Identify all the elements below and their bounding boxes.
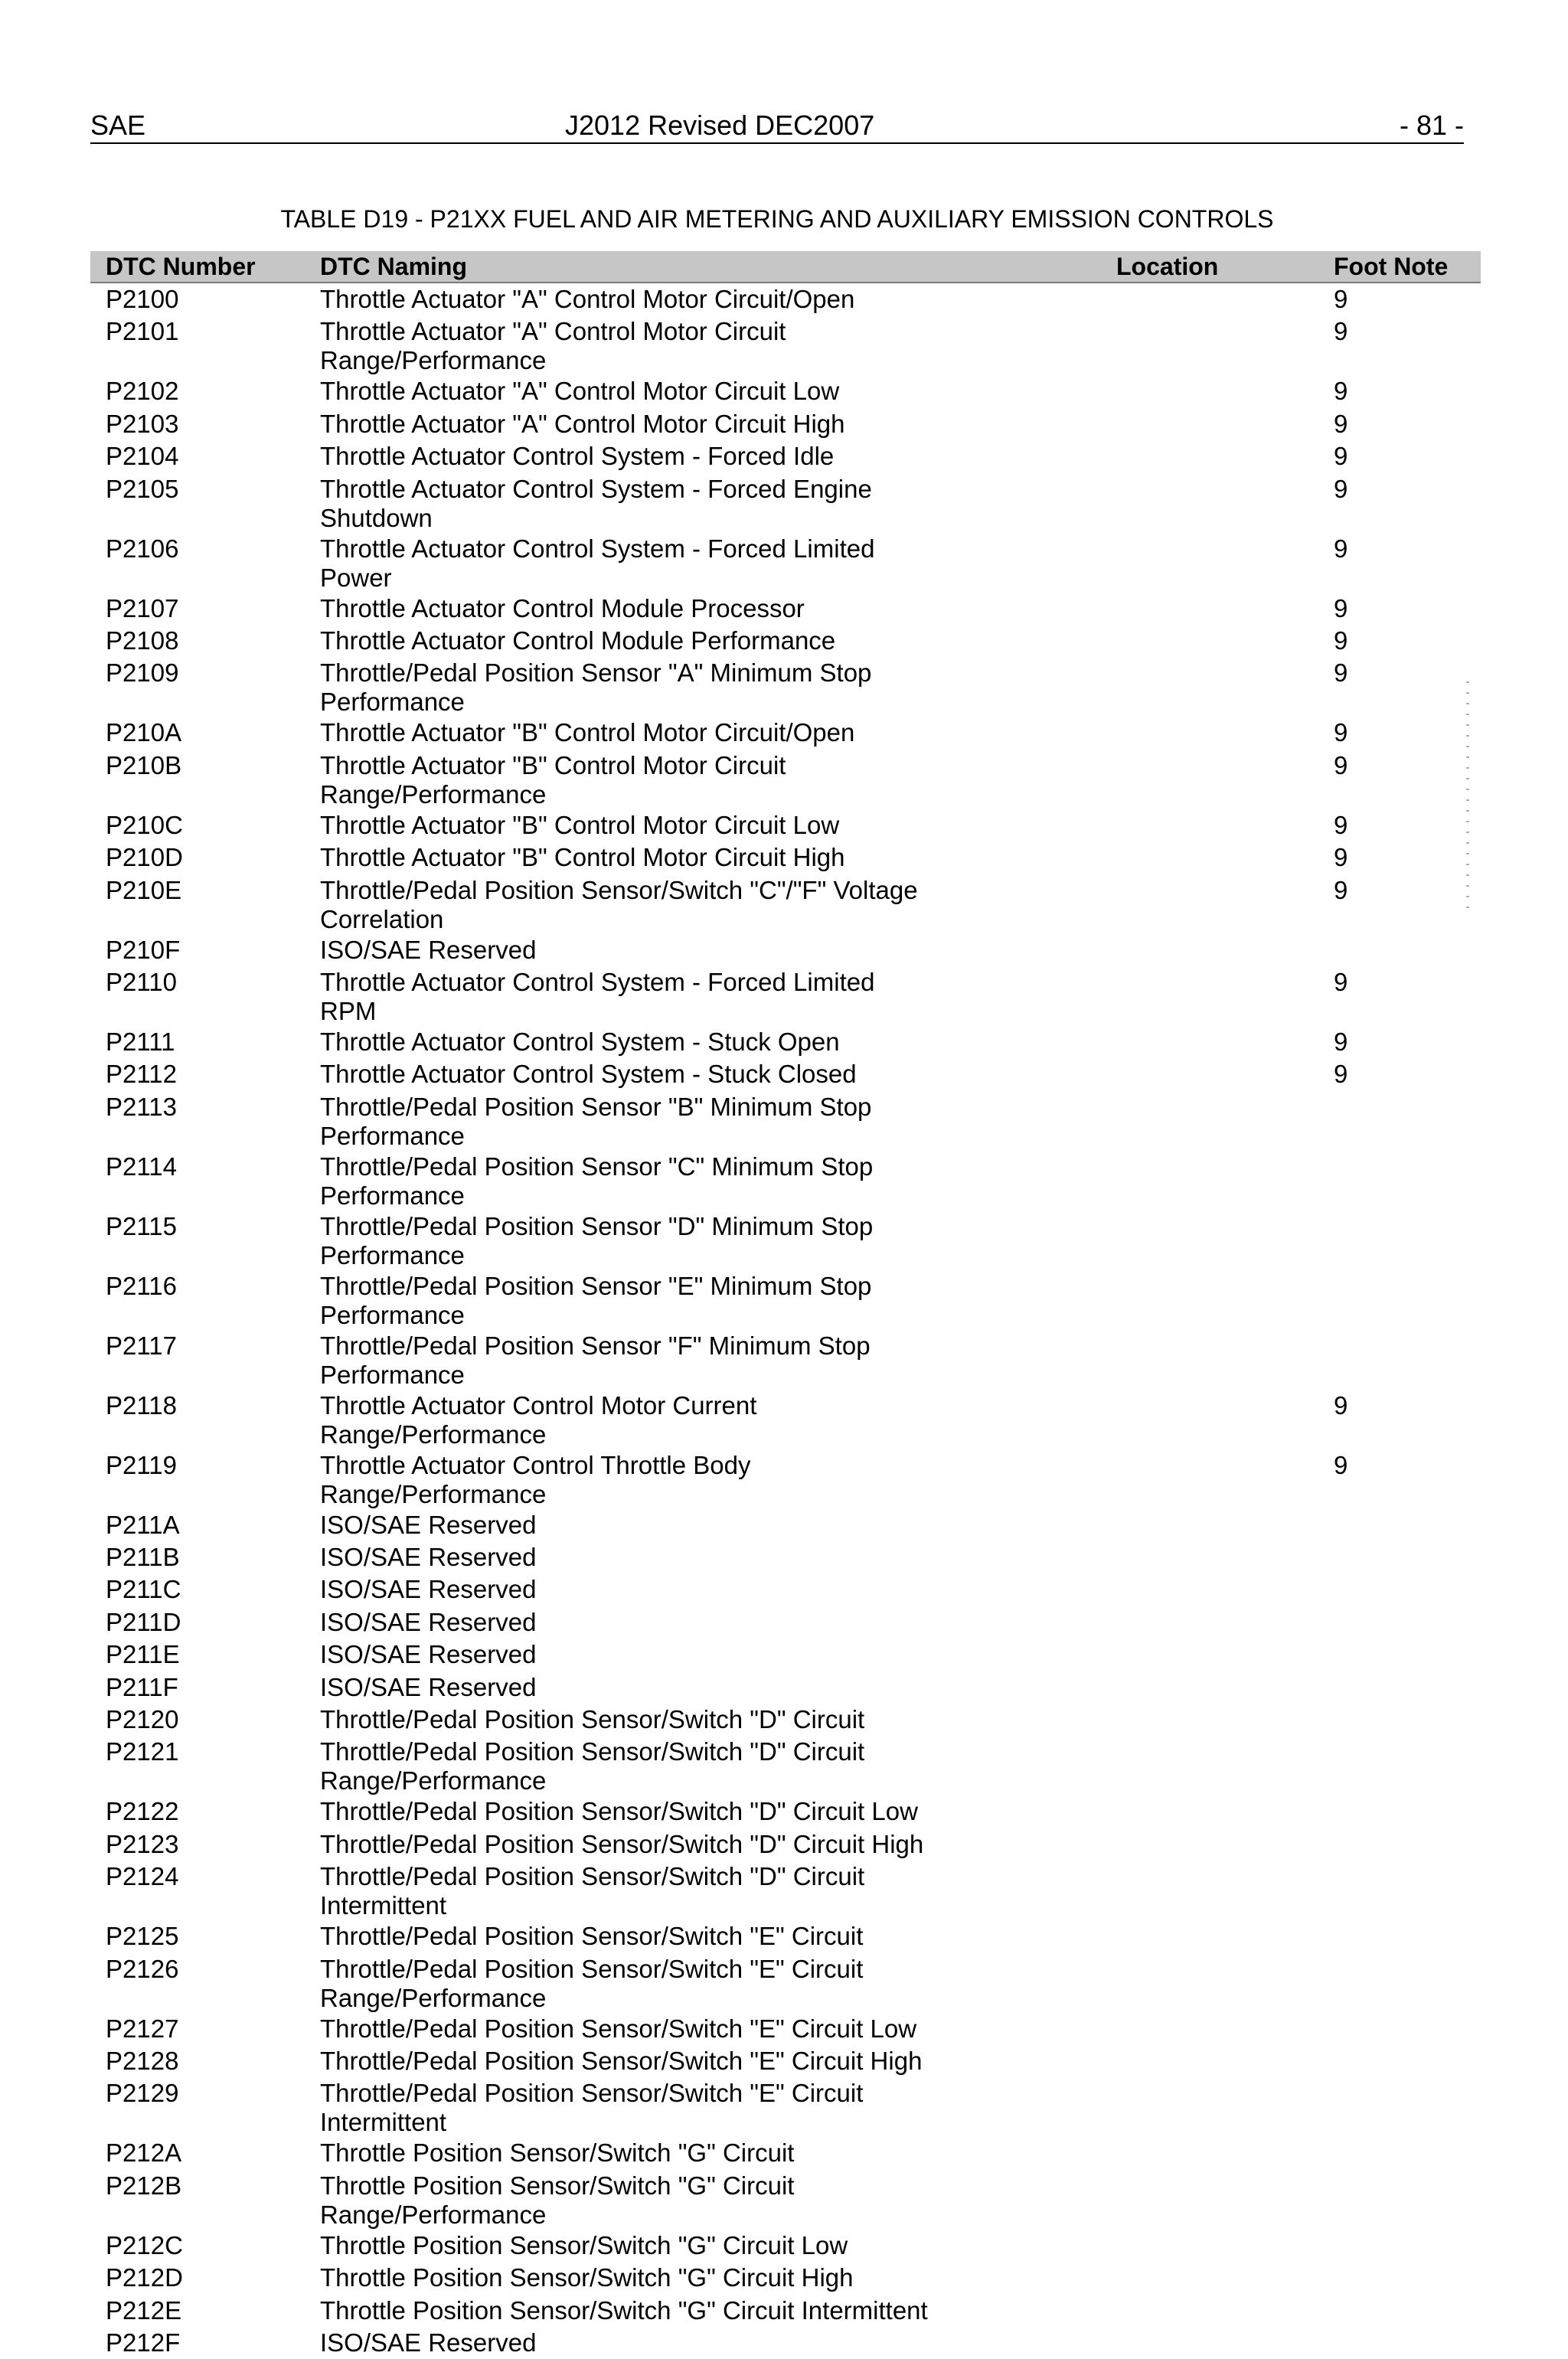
table-row (90, 966, 1481, 1026)
dtc-code: P2122 (106, 1797, 179, 1826)
dtc-name: Throttle Actuator "A" Control Motor Circuit/Open (320, 285, 855, 313)
dtc-code: P2104 (106, 442, 179, 471)
table-row (90, 1091, 1481, 1151)
dtc-name: ISO/SAE Reserved (320, 935, 537, 964)
dtc-name: Throttle/Pedal Position Sensor "E" Minimum Stop Performance (320, 1271, 872, 1329)
dtc-code: P2120 (106, 1705, 179, 1734)
table-row (90, 1151, 1481, 1211)
dtc-code: P2119 (106, 1450, 177, 1479)
dtc-code: P211A (106, 1510, 180, 1539)
dtc-name: Throttle Actuator Control Module Performance (320, 626, 836, 655)
table-row (90, 2137, 1481, 2169)
dtc-foot-note: 9 (1334, 442, 1348, 471)
dtc-name: Throttle Actuator Control Throttle Body Range/Performance (320, 1450, 751, 1508)
dtc-name: Throttle Actuator "B" Control Motor Circuit Range/Performance (320, 750, 786, 809)
dtc-code: P212F (106, 2328, 181, 2357)
dtc-name: ISO/SAE Reserved (320, 1640, 537, 1669)
dtc-code: P212B (106, 2171, 182, 2200)
dtc-name: Throttle Position Sensor/Switch "G" Circuit High (320, 2263, 854, 2292)
dtc-code: P210C (106, 810, 183, 839)
dtc-code: P212A (106, 2138, 182, 2168)
dtc-code: P210D (106, 843, 183, 872)
dtc-name: Throttle/Pedal Position Sensor/Switch "E" Circuit Low (320, 2014, 917, 2043)
dtc-code: P211D (106, 1607, 181, 1636)
table-row (90, 1509, 1481, 1541)
dtc-code: P2100 (106, 285, 179, 313)
dtc-foot-note: 9 (1334, 626, 1348, 655)
dtc-name: Throttle Position Sensor/Switch "G" Circuit (320, 2138, 795, 2168)
dtc-code: P2116 (106, 1271, 177, 1300)
table-row (90, 2230, 1481, 2262)
dtc-name: Throttle/Pedal Position Sensor/Switch "E" Circuit (320, 1922, 864, 1951)
dtc-name: Throttle/Pedal Position Sensor/Switch "E" Circuit Range/Performance (320, 1954, 864, 2012)
dtc-foot-note: 9 (1334, 843, 1348, 872)
table-row (90, 809, 1481, 841)
dtc-code: P2109 (106, 658, 179, 688)
table-row (90, 408, 1481, 440)
dtc-code: P2113 (106, 1092, 177, 1121)
dtc-name: ISO/SAE Reserved (320, 1575, 537, 1604)
dtc-code: P2118 (106, 1390, 177, 1420)
header-document-id: J2012 Revised DEC2007 (565, 109, 875, 141)
dtc-code: P210E (106, 875, 182, 904)
dtc-code: P211F (106, 1672, 178, 1701)
table-row (90, 1736, 1481, 1795)
table-row (90, 934, 1481, 966)
column-header-dtc-number: DTC Number (106, 253, 256, 280)
table-row (90, 1270, 1481, 1330)
table-row (90, 440, 1481, 472)
table-row (90, 1058, 1481, 1090)
dtc-name: Throttle/Pedal Position Sensor "A" Minimum Stop Performance (320, 658, 872, 717)
dtc-name: Throttle Actuator "B" Control Motor Circuit High (320, 843, 845, 872)
table-row (90, 1541, 1481, 1573)
dtc-name: ISO/SAE Reserved (320, 1672, 537, 1701)
column-header-location: Location (1116, 253, 1219, 280)
dtc-name: Throttle Position Sensor/Switch "G" Circuit Low (320, 2230, 848, 2259)
dtc-foot-note: 9 (1334, 1027, 1348, 1056)
dtc-name: ISO/SAE Reserved (320, 1543, 537, 1572)
dtc-foot-note: 9 (1334, 967, 1348, 996)
table-row (90, 717, 1481, 749)
column-header-foot-note: Foot Note (1334, 253, 1449, 280)
dtc-code: P2125 (106, 1922, 179, 1951)
table-row (90, 593, 1481, 625)
dtc-code: P2112 (106, 1060, 177, 1089)
table-row (90, 1573, 1481, 1606)
table-row (90, 1953, 1481, 2013)
dtc-code: P2123 (106, 1829, 179, 1858)
table-row (90, 1920, 1481, 1952)
dtc-foot-note: 9 (1334, 750, 1348, 779)
dtc-foot-note: 9 (1334, 285, 1348, 313)
dtc-foot-note: 9 (1334, 1390, 1348, 1420)
dtc-name: Throttle/Pedal Position Sensor/Switch "E" Circuit High (320, 2046, 923, 2075)
dtc-name: Throttle/Pedal Position Sensor/Switch "D" Circuit Range/Performance (320, 1737, 865, 1795)
dtc-foot-note: 9 (1334, 718, 1348, 747)
dtc-name: Throttle Position Sensor/Switch "G" Circuit Intermittent (320, 2295, 928, 2325)
dtc-code: P2127 (106, 2014, 179, 2043)
dtc-code: P210F (106, 935, 181, 964)
dtc-code: P2105 (106, 474, 179, 503)
dtc-code: P212C (106, 2230, 183, 2259)
dtc-name: Throttle/Pedal Position Sensor "D" Minimum Stop Performance (320, 1211, 874, 1269)
table-row (90, 2170, 1481, 2230)
dtc-name: Throttle Actuator "B" Control Motor Circuit/Open (320, 718, 855, 747)
dtc-name: Throttle Actuator Control System - Forced Idle (320, 442, 835, 471)
dtc-foot-note: 9 (1334, 875, 1348, 904)
dtc-code: P2107 (106, 593, 179, 622)
table-row (90, 874, 1481, 934)
header-org: SAE (90, 109, 146, 141)
table-row (90, 1828, 1481, 1861)
dtc-code: P2111 (106, 1027, 175, 1056)
dtc-code: P2115 (106, 1211, 177, 1240)
dtc-name: Throttle Actuator "A" Control Motor Circuit Range/Performance (320, 317, 786, 375)
table-row (90, 2327, 1481, 2359)
dtc-name: Throttle/Pedal Position Sensor "F" Minimum Stop Performance (320, 1331, 871, 1389)
dtc-name: ISO/SAE Reserved (320, 2328, 537, 2357)
table-title: TABLE D19 - P21XX FUEL AND AIR METERING AND AUXILIARY EMISSION CONTROLS (280, 205, 1274, 233)
table-row (90, 473, 1481, 533)
header-page-number: - 81 - (1399, 109, 1464, 141)
table-header (90, 251, 1481, 283)
dtc-code: P2106 (106, 534, 179, 563)
scan-artifact (1466, 681, 1469, 911)
table-row (90, 315, 1481, 375)
table-row (90, 750, 1481, 809)
table-row (90, 1390, 1481, 1449)
table-row (90, 283, 1481, 315)
dtc-name: Throttle Actuator Control System - Stuck Closed (320, 1060, 857, 1089)
dtc-name: Throttle/Pedal Position Sensor "C" Minimum Stop Performance (320, 1152, 874, 1210)
dtc-code: P2114 (106, 1152, 177, 1181)
dtc-foot-note: 9 (1334, 534, 1348, 563)
dtc-name: Throttle Actuator Control System - Forced Limited Power (320, 534, 875, 592)
table-row (90, 657, 1481, 717)
dtc-foot-note: 9 (1334, 474, 1348, 503)
dtc-name: Throttle/Pedal Position Sensor/Switch "D" Circuit Intermittent (320, 1862, 865, 1920)
dtc-name: Throttle Actuator "B" Control Motor Circuit Low (320, 810, 840, 839)
dtc-name: Throttle Actuator Control Module Processor (320, 593, 805, 622)
dtc-code: P2121 (106, 1737, 179, 1766)
table-row (90, 533, 1481, 593)
table-row (90, 1330, 1481, 1390)
table-row (90, 625, 1481, 657)
dtc-code: P2103 (106, 409, 179, 438)
column-header-dtc-naming: DTC Naming (320, 253, 467, 280)
page-header (90, 109, 1464, 144)
table-row (90, 1449, 1481, 1509)
dtc-code: P2117 (106, 1331, 177, 1360)
dtc-foot-note: 9 (1334, 317, 1348, 346)
dtc-code: P212D (106, 2263, 183, 2292)
dtc-foot-note: 9 (1334, 593, 1348, 622)
dtc-code: P2124 (106, 1862, 179, 1891)
dtc-name: Throttle/Pedal Position Sensor/Switch "D" Circuit Low (320, 1797, 918, 1826)
table-row (90, 1861, 1481, 1920)
dtc-name: Throttle Actuator "A" Control Motor Circuit Low (320, 377, 840, 406)
table-row (90, 1606, 1481, 1639)
dtc-code: P211E (106, 1640, 180, 1669)
dtc-code: P210B (106, 750, 182, 779)
dtc-code: P210A (106, 718, 182, 747)
dtc-name: Throttle/Pedal Position Sensor/Switch "D" Circuit High (320, 1829, 924, 1858)
dtc-name: ISO/SAE Reserved (320, 1510, 537, 1539)
table-row (90, 2077, 1481, 2137)
table-row (90, 2045, 1481, 2077)
dtc-name: Throttle Actuator Control Motor Current Range/Performance (320, 1390, 757, 1449)
table-row (90, 375, 1481, 407)
dtc-foot-note: 9 (1334, 377, 1348, 406)
dtc-name: Throttle Position Sensor/Switch "G" Circuit Range/Performance (320, 2171, 795, 2229)
dtc-code: P2129 (106, 2079, 179, 2108)
dtc-foot-note: 9 (1334, 810, 1348, 839)
table-row (90, 2295, 1481, 2327)
dtc-code: P211B (106, 1543, 180, 1572)
table-row (90, 1671, 1481, 1704)
dtc-foot-note: 9 (1334, 409, 1348, 438)
dtc-code: P2108 (106, 626, 179, 655)
dtc-code: P2128 (106, 2046, 179, 2075)
dtc-code: P2101 (106, 317, 179, 346)
table-row (90, 1704, 1481, 1736)
dtc-code: P2110 (106, 967, 177, 996)
table-row (90, 1211, 1481, 1270)
table-row (90, 1795, 1481, 1828)
dtc-name: Throttle Actuator Control System - Forced Limited RPM (320, 967, 875, 1025)
table-body (90, 283, 1481, 2359)
table-row (90, 841, 1481, 874)
dtc-foot-note: 9 (1334, 1450, 1348, 1479)
dtc-foot-note: 9 (1334, 658, 1348, 688)
dtc-code: P2126 (106, 1954, 179, 1983)
dtc-code: P212E (106, 2295, 182, 2325)
table-row (90, 1639, 1481, 1671)
dtc-code: P2102 (106, 377, 179, 406)
dtc-name: Throttle/Pedal Position Sensor "B" Minimum Stop Performance (320, 1092, 872, 1150)
dtc-name: Throttle/Pedal Position Sensor/Switch "E" Circuit Intermittent (320, 2079, 864, 2137)
dtc-name: ISO/SAE Reserved (320, 1607, 537, 1636)
dtc-name: Throttle/Pedal Position Sensor/Switch "C"/"F" Voltage Correlation (320, 875, 918, 933)
dtc-name: Throttle Actuator Control System - Stuck Open (320, 1027, 840, 1056)
dtc-name: Throttle Actuator Control System - Forced Engine Shutdown (320, 474, 872, 532)
dtc-code: P211C (106, 1575, 181, 1604)
dtc-name: Throttle/Pedal Position Sensor/Switch "D" Circuit (320, 1705, 865, 1734)
dtc-foot-note: 9 (1334, 1060, 1348, 1089)
dtc-name: Throttle Actuator "A" Control Motor Circuit High (320, 409, 845, 438)
table-row (90, 1026, 1481, 1058)
table-row (90, 2262, 1481, 2294)
